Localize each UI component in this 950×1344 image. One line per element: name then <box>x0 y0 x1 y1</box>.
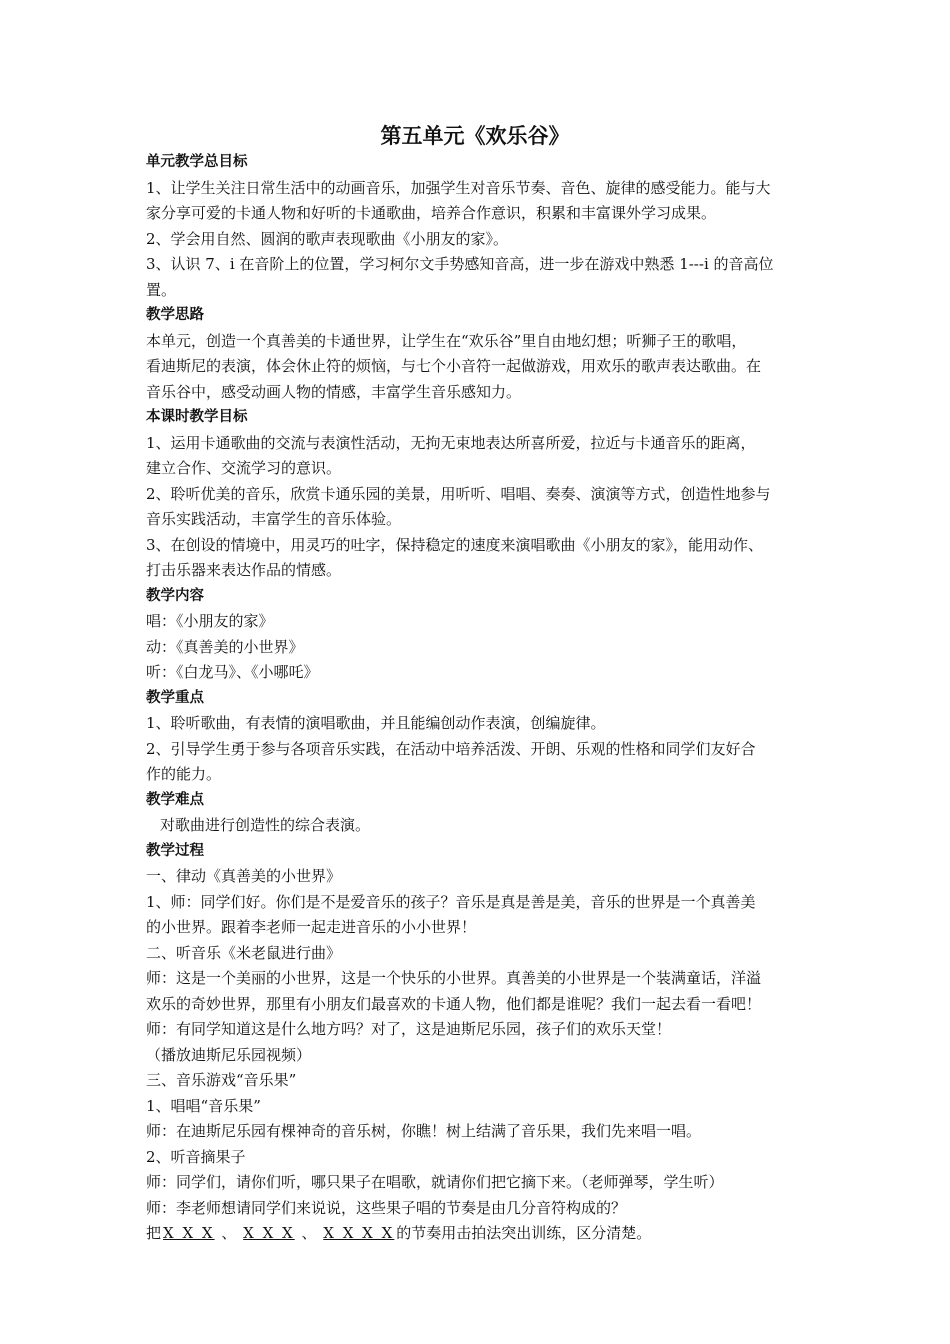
paragraph-line: 三、音乐游戏“音乐果” <box>146 1071 297 1089</box>
paragraph-line: 3、认识 7、i 在音阶上的位置，学习柯尔文手势感知音高，进一步在游戏中熟悉 1---i 的音高位 <box>146 255 774 273</box>
paragraph-line: 音乐谷中，感受动画人物的情感，丰富学生音乐感知力。 <box>146 382 522 401</box>
paragraph-line: 1、聆听歌曲，有表情的演唱歌曲，并且能编创动作表演，创编旋律。 <box>146 714 606 732</box>
rhythm-pattern: X X X X <box>323 1224 395 1242</box>
paragraph-line: 家分享可爱的卡通人物和好听的卡通歌曲，培养合作意识，积累和丰富课外学习成果。 <box>146 204 717 222</box>
paragraph-line: 1、师：同学们好。你们是不是爱音乐的孩子？音乐是真是善是美，音乐的世界是一个真善美 <box>146 892 756 911</box>
section-heading: 单元教学总目标 <box>146 154 248 170</box>
paragraph-line: 欢乐的奇妙世界，那里有小朋友们最喜欢的卡通人物，他们都是谁呢？我们一起去看一看吧！ <box>146 994 762 1013</box>
paragraph-line: 本单元，创造一个真善美的卡通世界，让学生在“欢乐谷”里自由地幻想；听狮子王的歌唱， <box>146 331 747 350</box>
section-heading: 教学重点 <box>146 689 204 706</box>
paragraph-line: 师：同学们，请你们听，哪只果子在唱歌，就请你们把它摘下来。（老师弹琴，学生听） <box>146 1173 724 1191</box>
paragraph-line: 一、律动《真善美的小世界》 <box>146 867 342 885</box>
rhythm-separator: 、 <box>296 1224 322 1242</box>
paragraph-line: 唱：《小朋友的家》 <box>146 612 274 630</box>
paragraph-line: 对歌曲进行创造性的综合表演。 <box>160 816 371 834</box>
paragraph-line: 作的能力。 <box>146 765 222 783</box>
paragraph-line: 2、学会用自然、圆润的歌声表现歌曲《小朋友的家》。 <box>146 229 509 248</box>
paragraph-line: 听：《白龙马》、《小哪吒》 <box>146 663 319 681</box>
paragraph-line: 1、让学生关注日常生活中的动画音乐，加强学生对音乐节奏、音色、旋律的感受能力。能与大 <box>146 178 771 197</box>
rhythm-pattern: X X X <box>163 1224 215 1242</box>
section-heading: 本课时教学目标 <box>146 409 248 425</box>
document-body <box>146 150 812 1247</box>
paragraph-line: 打击乐器来表达作品的情感。 <box>146 561 342 579</box>
paragraph-line: 置。 <box>146 280 177 299</box>
paragraph-line: 建立合作、交流学习的意识。 <box>146 459 342 477</box>
paragraph-line: 的小世界。跟着李老师一起走进音乐的小小世界！ <box>146 918 477 936</box>
paragraph-line: 2、听音摘果子 <box>146 1147 246 1166</box>
rhythm-separator: 、 <box>216 1224 242 1242</box>
paragraph-line: 师：在迪斯尼乐园有棵神奇的音乐树，你瞧！树上结满了音乐果，我们先来唱一唱。 <box>146 1122 702 1140</box>
paragraph-line: 师：这是一个美丽的小世界，这是一个快乐的小世界。真善美的小世界是一个装满童话，洋溢 <box>146 969 762 987</box>
rhythm-pattern: X X X <box>243 1224 295 1242</box>
section-heading: 教学过程 <box>146 842 204 859</box>
paragraph-line: 音乐实践活动，丰富学生的音乐体验。 <box>146 510 402 528</box>
rhythm-prefix: 把 <box>146 1224 162 1242</box>
paragraph-line: 2、引导学生勇于参与各项音乐实践，在活动中培养活泼、开朗、乐观的性格和同学们友好合 <box>146 739 756 758</box>
paragraph-line: （播放迪斯尼乐园视频） <box>146 1045 312 1064</box>
paragraph-line: 师：李老师想请同学们来说说，这些果子唱的节奏是由几分音符构成的？ <box>146 1198 627 1217</box>
paragraph-line: 2、聆听优美的音乐，欣赏卡通乐园的美景，用听听、唱唱、奏奏、演演等方式，创造性地参与 <box>146 484 771 503</box>
page-title: 第五单元《欢乐谷》 <box>380 123 570 148</box>
paragraph-line: 二、听音乐《米老鼠进行曲》 <box>146 943 342 962</box>
rhythm-suffix: 的节奏用击拍法突出训练，区分清楚。 <box>396 1224 652 1242</box>
paragraph-line: 1、唱唱“音乐果” <box>146 1096 261 1115</box>
paragraph-line: 师：有同学知道这是什么地方吗？对了，这是迪斯尼乐园，孩子们的欢乐天堂！ <box>146 1020 672 1038</box>
paragraph-line: 动：《真善美的小世界》 <box>146 637 304 656</box>
rhythm-line <box>146 1221 812 1247</box>
paragraph-line: 看迪斯尼的表演，体会休止符的烦恼，与七个小音符一起做游戏，用欢乐的歌声表达歌曲。在 <box>146 357 762 375</box>
section-heading: 教学内容 <box>146 587 204 604</box>
paragraph-line: 3、在创设的情境中，用灵巧的吐字，保持稳定的速度来演唱歌曲《小朋友的家》，能用动作、 <box>146 535 764 554</box>
section-heading: 教学思路 <box>146 307 204 323</box>
section-heading: 教学难点 <box>146 791 204 808</box>
paragraph-line: 1、运用卡通歌曲的交流与表演性活动，无拘无束地表达所喜所爱，拉近与卡通音乐的距离， <box>146 433 756 452</box>
